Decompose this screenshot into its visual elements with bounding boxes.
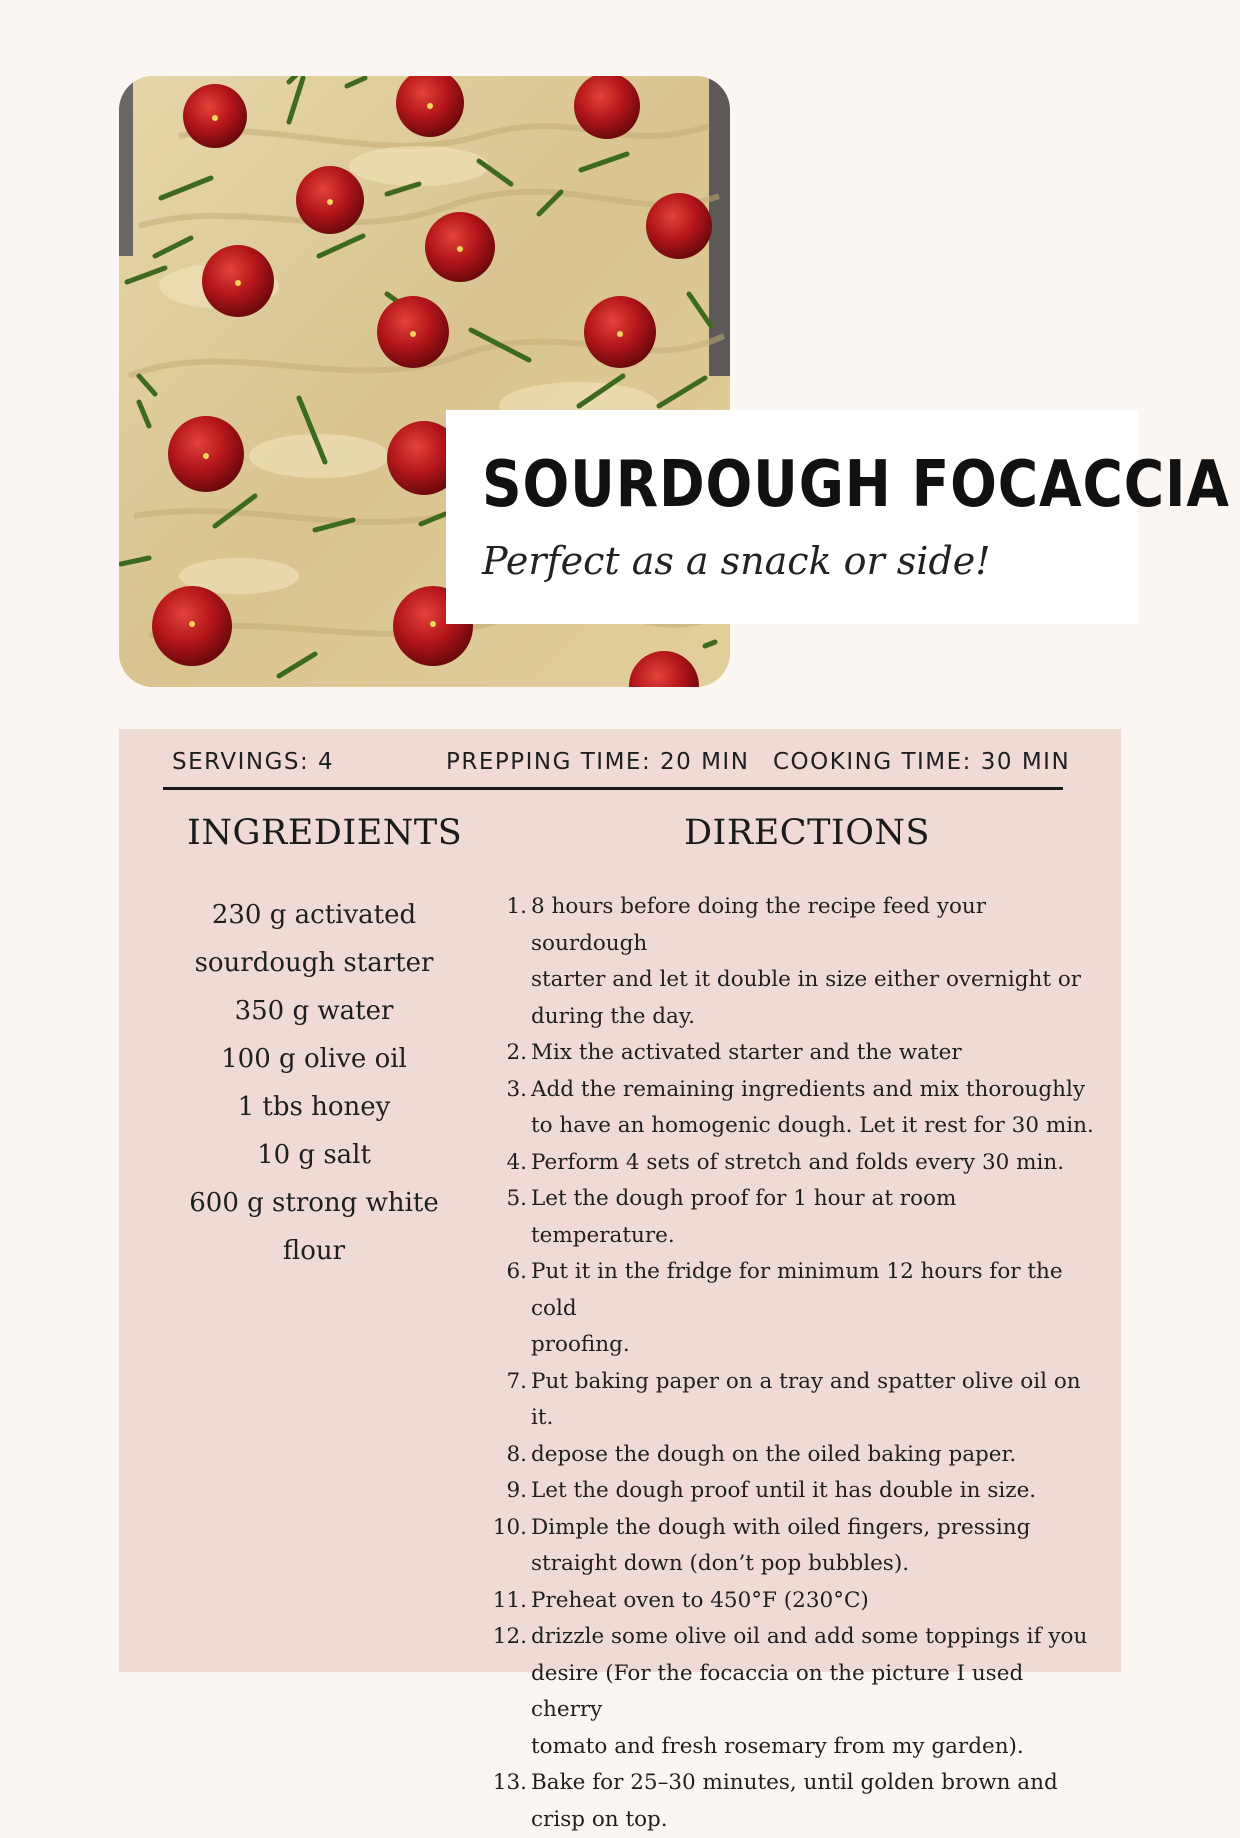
step-number: 11.	[479, 1583, 527, 1620]
page-title: SOURDOUGH FOCACCIA	[482, 450, 1230, 520]
direction-step	[499, 1145, 1099, 1182]
step-number: 6.	[479, 1254, 527, 1291]
direction-step	[499, 1364, 1099, 1437]
step-text-line: Dimple the dough with oiled fingers, pressing	[531, 1510, 1099, 1547]
ingredient-line: sourdough starter	[159, 939, 469, 987]
prepping-time-label: PREPPING TIME: 20 MIN	[446, 749, 749, 775]
step-text-line: tomato and fresh rosemary from my garden).	[531, 1729, 1099, 1766]
ingredients-heading: INGREDIENTS	[187, 813, 462, 853]
ingredient-line: 600 g strong white	[159, 1179, 469, 1227]
step-text-line: crisp on top.	[531, 1802, 1099, 1838]
step-text-line: proofing.	[531, 1327, 1099, 1364]
step-text-line: Bake for 25–30 minutes, until golden brown and	[531, 1765, 1099, 1802]
step-text-line: desire (For the focaccia on the picture I used cherry	[531, 1656, 1099, 1729]
step-number: 9.	[479, 1473, 527, 1510]
step-text-line: straight down (don’t pop bubbles).	[531, 1546, 1099, 1583]
direction-step	[499, 1473, 1099, 1510]
step-number: 4.	[479, 1145, 527, 1182]
step-number: 12.	[479, 1619, 527, 1656]
step-text-line: Put it in the fridge for minimum 12 hours for the cold	[531, 1254, 1099, 1327]
step-number: 2.	[479, 1035, 527, 1072]
step-text-line: 8 hours before doing the recipe feed your sourdough	[531, 889, 1099, 962]
direction-step	[499, 1510, 1099, 1583]
directions-heading: DIRECTIONS	[684, 813, 930, 853]
step-number: 3.	[479, 1072, 527, 1109]
ingredient-line: 100 g olive oil	[159, 1035, 469, 1083]
ingredient-line: 1 tbs honey	[159, 1083, 469, 1131]
step-text-line: depose the dough on the oiled baking paper.	[531, 1437, 1099, 1474]
recipe-panel	[119, 729, 1121, 1672]
direction-step	[499, 1072, 1099, 1145]
ingredient-line: 230 g activated	[159, 891, 469, 939]
ingredient-line: flour	[159, 1227, 469, 1275]
step-text-line: during the day.	[531, 999, 1099, 1036]
direction-step	[499, 1035, 1099, 1072]
divider	[163, 787, 1063, 790]
direction-step	[499, 1254, 1099, 1364]
page-subtitle: Perfect as a snack or side!	[482, 538, 991, 584]
title-card	[446, 410, 1138, 624]
step-number: 10.	[479, 1510, 527, 1547]
ingredient-line: 350 g water	[159, 987, 469, 1035]
direction-step	[499, 1437, 1099, 1474]
step-number: 8.	[479, 1437, 527, 1474]
direction-step	[499, 1619, 1099, 1765]
ingredient-line: 10 g salt	[159, 1131, 469, 1179]
step-text-line: to have an homogenic dough. Let it rest for 30 min.	[531, 1108, 1099, 1145]
step-number: 13.	[479, 1765, 527, 1802]
step-text-line: Let the dough proof for 1 hour at room temperature.	[531, 1181, 1099, 1254]
step-text-line: Perform 4 sets of stretch and folds every 30 min.	[531, 1145, 1099, 1182]
step-text-line: starter and let it double in size either overnight or	[531, 962, 1099, 999]
step-text-line: Put baking paper on a tray and spatter olive oil on it.	[531, 1364, 1099, 1437]
step-text-line: Preheat oven to 450°F (230°C)	[531, 1583, 1099, 1620]
step-text-line: drizzle some olive oil and add some toppings if you	[531, 1619, 1099, 1656]
directions-list	[499, 889, 1099, 1838]
step-text-line: Mix the activated starter and the water	[531, 1035, 1099, 1072]
direction-step	[499, 1181, 1099, 1254]
servings-label: SERVINGS: 4	[172, 749, 334, 775]
cooking-time-label: COOKING TIME: 30 MIN	[773, 749, 1070, 775]
direction-step	[499, 1765, 1099, 1838]
step-text-line: Let the dough proof until it has double in size.	[531, 1473, 1099, 1510]
ingredients-list	[159, 891, 469, 1275]
direction-step	[499, 889, 1099, 1035]
step-number: 7.	[479, 1364, 527, 1401]
step-number: 5.	[479, 1181, 527, 1218]
direction-step	[499, 1583, 1099, 1620]
step-text-line: Add the remaining ingredients and mix thoroughly	[531, 1072, 1099, 1109]
step-number: 1.	[479, 889, 527, 926]
